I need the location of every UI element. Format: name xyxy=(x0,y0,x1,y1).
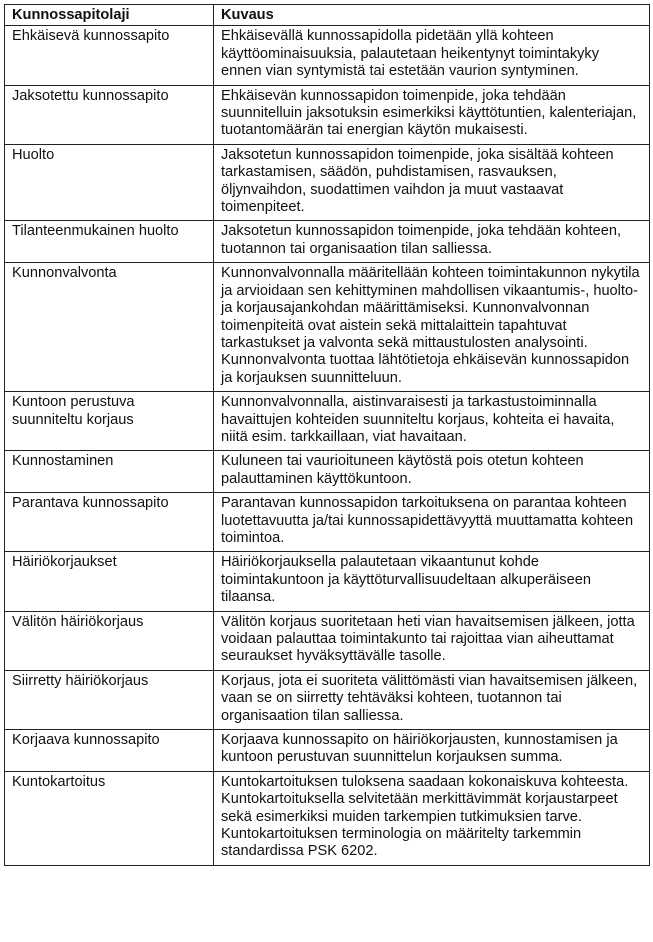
description-cell: Korjaava kunnossapito on häiriökorjausten, kunnostamisen ja kuntoon perustuvan suunnittelun korjauksen summa. xyxy=(214,730,650,772)
table-row xyxy=(5,263,650,392)
term-cell: Siirretty häiriökorjaus xyxy=(5,670,214,729)
description-cell: Korjaus, jota ei suoriteta välittömästi vian havaitsemisen jälkeen, vaan se on siirretty tehtäväksi kohteen, tuotannon tai organisaation tilan salliessa. xyxy=(214,670,650,729)
table-row xyxy=(5,392,650,451)
description-cell: Jaksotetun kunnossapidon toimenpide, joka sisältää kohteen tarkastamisen, säädön, puhdistamisen, rasvauksen, öljynvaihdon, suodattimen vaihdon ja muut vastaavat toimenpiteet. xyxy=(214,144,650,221)
term-cell: Välitön häiriökorjaus xyxy=(5,611,214,670)
term-cell: Kuntoon perustuva suunniteltu korjaus xyxy=(5,392,214,451)
table-row xyxy=(5,26,650,85)
description-cell: Parantavan kunnossapidon tarkoituksena on parantaa kohteen luotettavuutta ja/tai kunnossapidettävyyttä muuttamatta kohteen toimintoa. xyxy=(214,493,650,552)
description-cell: Kuluneen tai vaurioituneen käytöstä pois otetun kohteen palauttaminen käyttökuntoon. xyxy=(214,451,650,493)
term-cell: Kunnonvalvonta xyxy=(5,263,214,392)
term-cell: Jaksotettu kunnossapito xyxy=(5,85,214,144)
table-row xyxy=(5,611,650,670)
table-row xyxy=(5,493,650,552)
description-cell: Välitön korjaus suoritetaan heti vian havaitsemisen jälkeen, jotta voidaan palauttaa toimintakunto tai rajoittaa vian aiheuttamat seuraukset hyväksyttävälle tasolle. xyxy=(214,611,650,670)
term-cell: Tilanteenmukainen huolto xyxy=(5,221,214,263)
description-cell: Kuntokartoituksen tuloksena saadaan kokonaiskuva kohteesta. Kuntokartoituksella selvitetään merkittävimmät korjaustarpeet sekä esimerkiksi muiden tarkempien tutkimuksien tarve. Kuntokartoituksen terminologia on määritelty tarkemmin standardissa PSK 6202. xyxy=(214,771,650,865)
term-cell: Kuntokartoitus xyxy=(5,771,214,865)
term-cell: Parantava kunnossapito xyxy=(5,493,214,552)
term-cell: Korjaava kunnossapito xyxy=(5,730,214,772)
table-row xyxy=(5,221,650,263)
term-cell: Ehkäisevä kunnossapito xyxy=(5,26,214,85)
table-row xyxy=(5,144,650,221)
column-header-maintenance-type: Kunnossapitolaji xyxy=(5,5,214,26)
table-header-row xyxy=(5,5,650,26)
description-cell: Ehkäisevän kunnossapidon toimenpide, joka tehdään suunnitelluin jaksotuksin esimerkiksi käyttötuntien, kalenteriajan, tuotantomäärän tai energian käytön mukaisesti. xyxy=(214,85,650,144)
maintenance-types-table xyxy=(4,4,650,866)
table-row xyxy=(5,670,650,729)
description-cell: Ehkäisevällä kunnossapidolla pidetään yllä kohteen käyttöominaisuuksia, palautetaan heikentynyt toimintakyky ennen vian syntymistä tai estetään vaurion syntyminen. xyxy=(214,26,650,85)
term-cell: Huolto xyxy=(5,144,214,221)
table-row xyxy=(5,730,650,772)
table-row xyxy=(5,552,650,611)
description-cell: Kunnonvalvonnalla määritellään kohteen toimintakunnon nykytila ja arvioidaan sen kehittyminen mahdollisen vikaantumis-, huolto- ja korjausajankohdan määrittämiseksi. Kunnonvalvonnan toimenpiteitä ovat aistein sekä mittalaittein tapahtuvat tarkastukset ja valvonta sekä mittaustulosten analysointi. Kunnonvalvonta tuottaa lähtötietoja ehkäisevän kunnossapidon ja korjauksen suunnitteluun. xyxy=(214,263,650,392)
description-cell: Kunnonvalvonnalla, aistinvaraisesti ja tarkastustoiminnalla havaittujen kohteiden suunniteltu korjaus, kohteita ei havaita, niitä esim. tarkkaillaan, viat havaitaan. xyxy=(214,392,650,451)
column-header-description: Kuvaus xyxy=(214,5,650,26)
term-cell: Kunnostaminen xyxy=(5,451,214,493)
description-cell: Jaksotetun kunnossapidon toimenpide, joka tehdään kohteen, tuotannon tai organisaation tilan salliessa. xyxy=(214,221,650,263)
term-cell: Häiriökorjaukset xyxy=(5,552,214,611)
table-row xyxy=(5,451,650,493)
table-row xyxy=(5,85,650,144)
description-cell: Häiriökorjauksella palautetaan vikaantunut kohde toimintakuntoon ja käyttöturvallisuudeltaan alkuperäiseen tilaansa. xyxy=(214,552,650,611)
table-row xyxy=(5,771,650,865)
